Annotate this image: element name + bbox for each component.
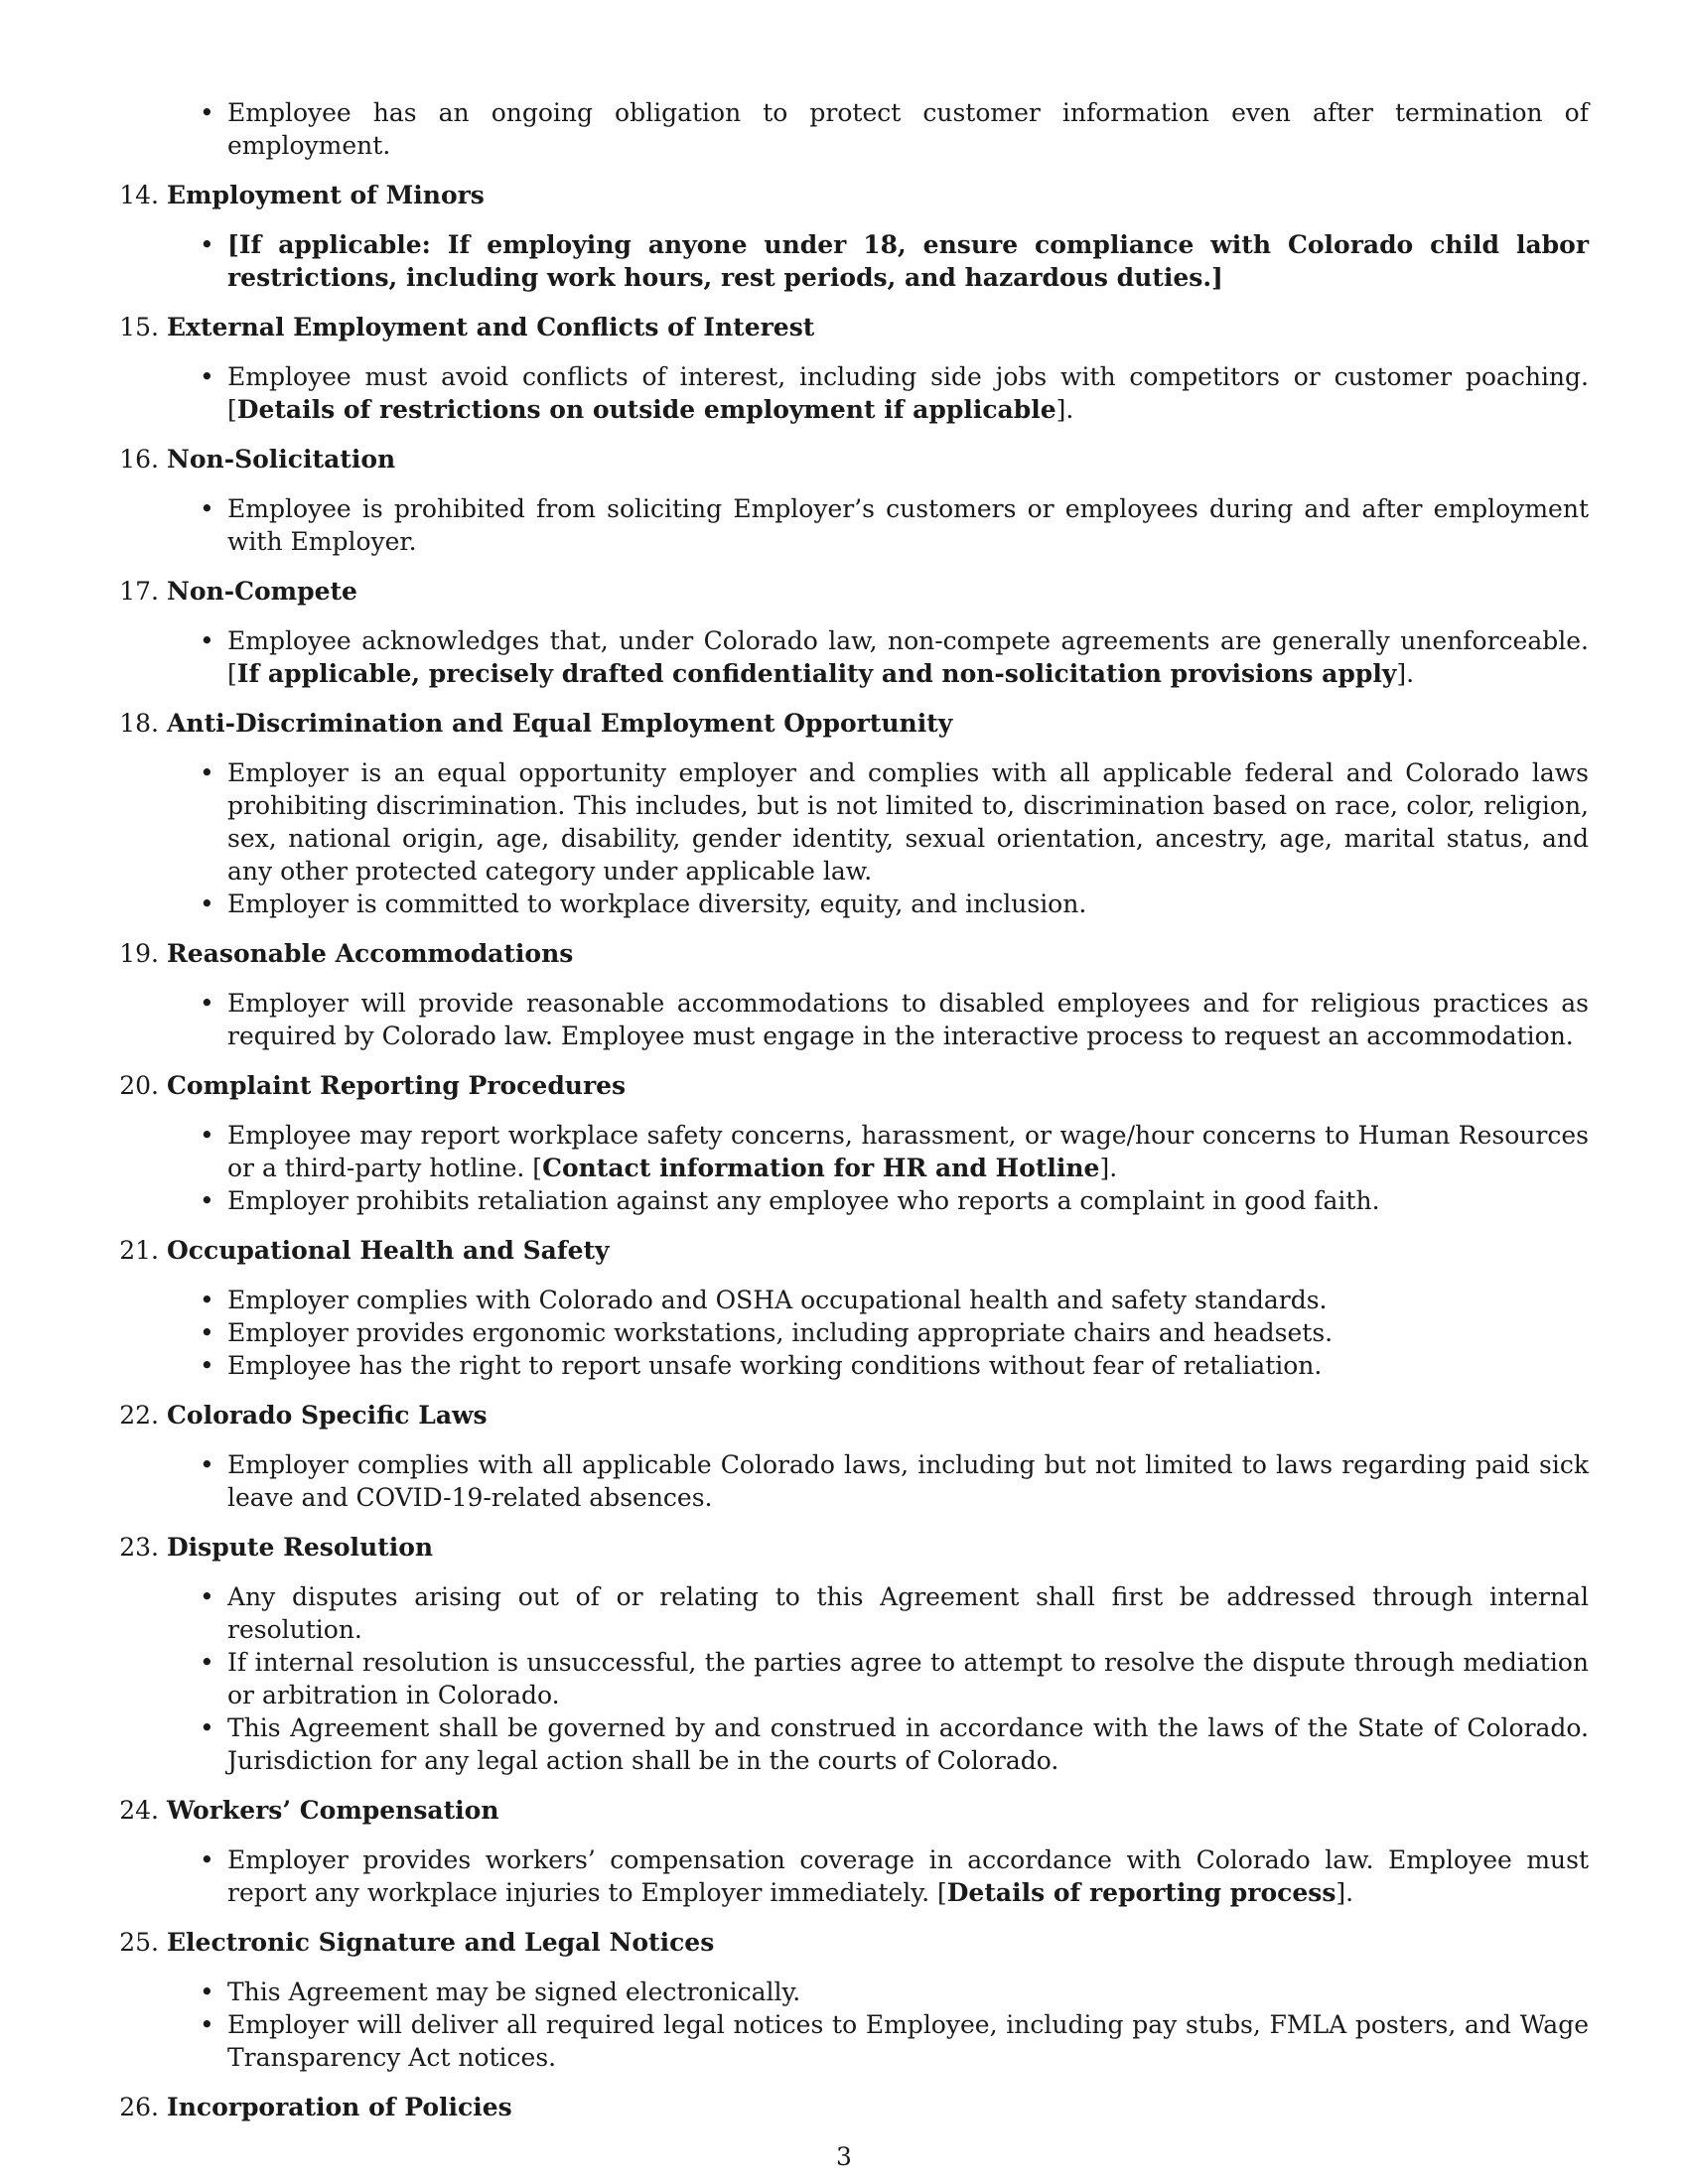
section-title: Workers’ Compensation [167,1796,499,1825]
section-title: Incorporation of Policies [167,2093,512,2121]
bullet-item: • Employer complies with Colorado and OSHA occupational health and safety standards. [167,1284,1589,1316]
section-number: 15. [119,313,159,341]
section-26 [119,2091,1589,2123]
section-heading [119,575,1589,608]
bullet-text-end: ]. [1099,1154,1118,1182]
section-20 [119,1069,1589,1217]
section-title: Employment of Minors [167,181,485,209]
section-25 [119,1926,1589,2074]
bold-placeholder: If applicable, precisely drafted confidentiality and non-solicitation provisions apply [236,659,1397,688]
bullet-list [167,987,1589,1052]
bullet-item: • Employer is an equal opportunity employer and complies with all applicable federal and Colorado laws prohibiting discrimination. This includes, but is not limited to, discrimination based on race, color, religion, sex, national origin, age, disability, gender identity, sexual orientation, ancestry, age, marital status, and any other protected category under applicable law. [167,756,1589,887]
bullet-list [167,360,1589,426]
section-title: Occupational Health and Safety [167,1236,610,1265]
section-number: 23. [119,1533,159,1562]
bullet-item: • This Agreement may be signed electronically. [167,1976,1589,2008]
section-24 [119,1794,1589,1909]
bullet-list [167,1976,1589,2074]
section-22 [119,1399,1589,1514]
section-heading [119,1234,1589,1267]
section-title: Non-Solicitation [167,445,396,474]
section-number: 24. [119,1796,159,1825]
bullet-item [167,1119,1589,1184]
section-title: Non-Compete [167,577,357,606]
section-17 [119,575,1589,690]
section-number: 25. [119,1928,159,1957]
bullet-text: Employee acknowledges that, under Colorado law, non-compete agreements are generally unenforceable. [ [227,626,1589,688]
section-number: 20. [119,1071,159,1100]
bullet-item [167,1843,1589,1909]
section-heading [119,1069,1589,1102]
page-number: 3 [836,2142,852,2171]
section-number: 18. [119,709,159,738]
bullet-item: • Employer complies with all applicable Colorado laws, including but not limited to laws regarding paid sick leave and COVID-19-related absences. [167,1448,1589,1514]
section-title: Dispute Resolution [167,1533,434,1562]
bullet-text: Employee must avoid conflicts of interest, including side jobs with competitors or customer poaching. [ [227,362,1589,424]
bullet-item: • Any disputes arising out of or relating to this Agreement shall first be addressed through internal resolution. [167,1580,1589,1646]
section-number: 17. [119,577,159,606]
bullet-text-end: ]. [1396,659,1415,688]
bold-placeholder: Contact information for HR and Hotline [542,1154,1100,1182]
bullet-list [167,624,1589,690]
section-heading [119,1399,1589,1432]
bullet-item: • If internal resolution is unsuccessful, the parties agree to attempt to resolve the dispute through mediation or arbitration in Colorado. [167,1646,1589,1711]
bullet-item: • Employer prohibits retaliation against any employee who reports a complaint in good faith. [167,1184,1589,1217]
bullet-item: • This Agreement shall be governed by and construed in accordance with the laws of the State of Colorado. Jurisdiction for any legal action shall be in the courts of Colorado. [167,1711,1589,1777]
section-heading [119,443,1589,476]
bullet-list [167,1119,1589,1217]
section-heading [119,2091,1589,2123]
bullet-item: • Employee has an ongoing obligation to protect customer information even after termination of employment. [167,96,1589,162]
section-title: Electronic Signature and Legal Notices [167,1928,715,1957]
bullet-text-end: ]. [1336,1878,1354,1907]
section-title: Reasonable Accommodations [167,939,574,968]
section-number: 19. [119,939,159,968]
section-14 [119,179,1589,294]
section-heading [119,1794,1589,1827]
section-21 [119,1234,1589,1382]
section-heading [119,311,1589,343]
bullet-item: • Employer provides ergonomic workstations, including appropriate chairs and headsets. [167,1316,1589,1349]
bullet-list [167,1843,1589,1909]
bullet-text: Employee may report workplace safety concerns, harassment, or wage/hour concerns to Human Resources or a third-party hotline. [ [227,1121,1589,1182]
section-heading [119,707,1589,740]
intro-bullet-list [167,96,1589,162]
bullet-item [167,360,1589,426]
bold-placeholder: Details of restrictions on outside employment if applicable [236,395,1056,424]
section-15 [119,311,1589,426]
bold-placeholder: [If applicable: If employing anyone under 18, ensure compliance with Colorado child labor restrictions, including work hours, rest periods, and hazardous duties.] [227,230,1589,292]
section-number: 22. [119,1401,159,1430]
section-heading [119,937,1589,970]
bullet-text-end: ]. [1055,395,1074,424]
bullet-item: • Employee has the right to report unsafe working conditions without fear of retaliation. [167,1349,1589,1382]
section-heading [119,179,1589,211]
bullet-list [167,1448,1589,1514]
bullet-text: Employer provides workers’ compensation coverage in accordance with Colorado law. Employee must report any workplace injuries to Employer immediately. [ [227,1845,1589,1907]
section-number: 16. [119,445,159,474]
section-heading [119,1531,1589,1564]
bullet-item: • Employer will deliver all required legal notices to Employee, including pay stubs, FMLA posters, and Wage Transparency Act notices. [167,2008,1589,2074]
section-number: 21. [119,1236,159,1265]
bullet-item [167,228,1589,294]
section-title: Complaint Reporting Procedures [167,1071,627,1100]
bullet-list [167,228,1589,294]
section-number: 14. [119,181,159,209]
section-heading [119,1926,1589,1959]
section-18 [119,707,1589,920]
bullet-item [167,624,1589,690]
section-title: Anti-Discrimination and Equal Employment Opportunity [167,709,953,738]
section-23 [119,1531,1589,1777]
bullet-list [167,1284,1589,1382]
bullet-list [167,1580,1589,1777]
document-body [119,96,1589,2140]
section-title: Colorado Specific Laws [167,1401,488,1430]
bullet-list [167,756,1589,920]
section-title: External Employment and Conflicts of Interest [167,313,815,341]
section-19 [119,937,1589,1052]
bullet-item: • Employer is committed to workplace diversity, equity, and inclusion. [167,887,1589,920]
bullet-item: • Employer will provide reasonable accommodations to disabled employees and for religious practices as required by Colorado law. Employee must engage in the interactive process to request an accommodation. [167,987,1589,1052]
bullet-item: • Employee is prohibited from soliciting Employer’s customers or employees during and after employment with Employer. [167,492,1589,558]
bold-placeholder: Details of reporting process [946,1878,1336,1907]
section-16 [119,443,1589,558]
bullet-list [167,492,1589,558]
section-number: 26. [119,2093,159,2121]
